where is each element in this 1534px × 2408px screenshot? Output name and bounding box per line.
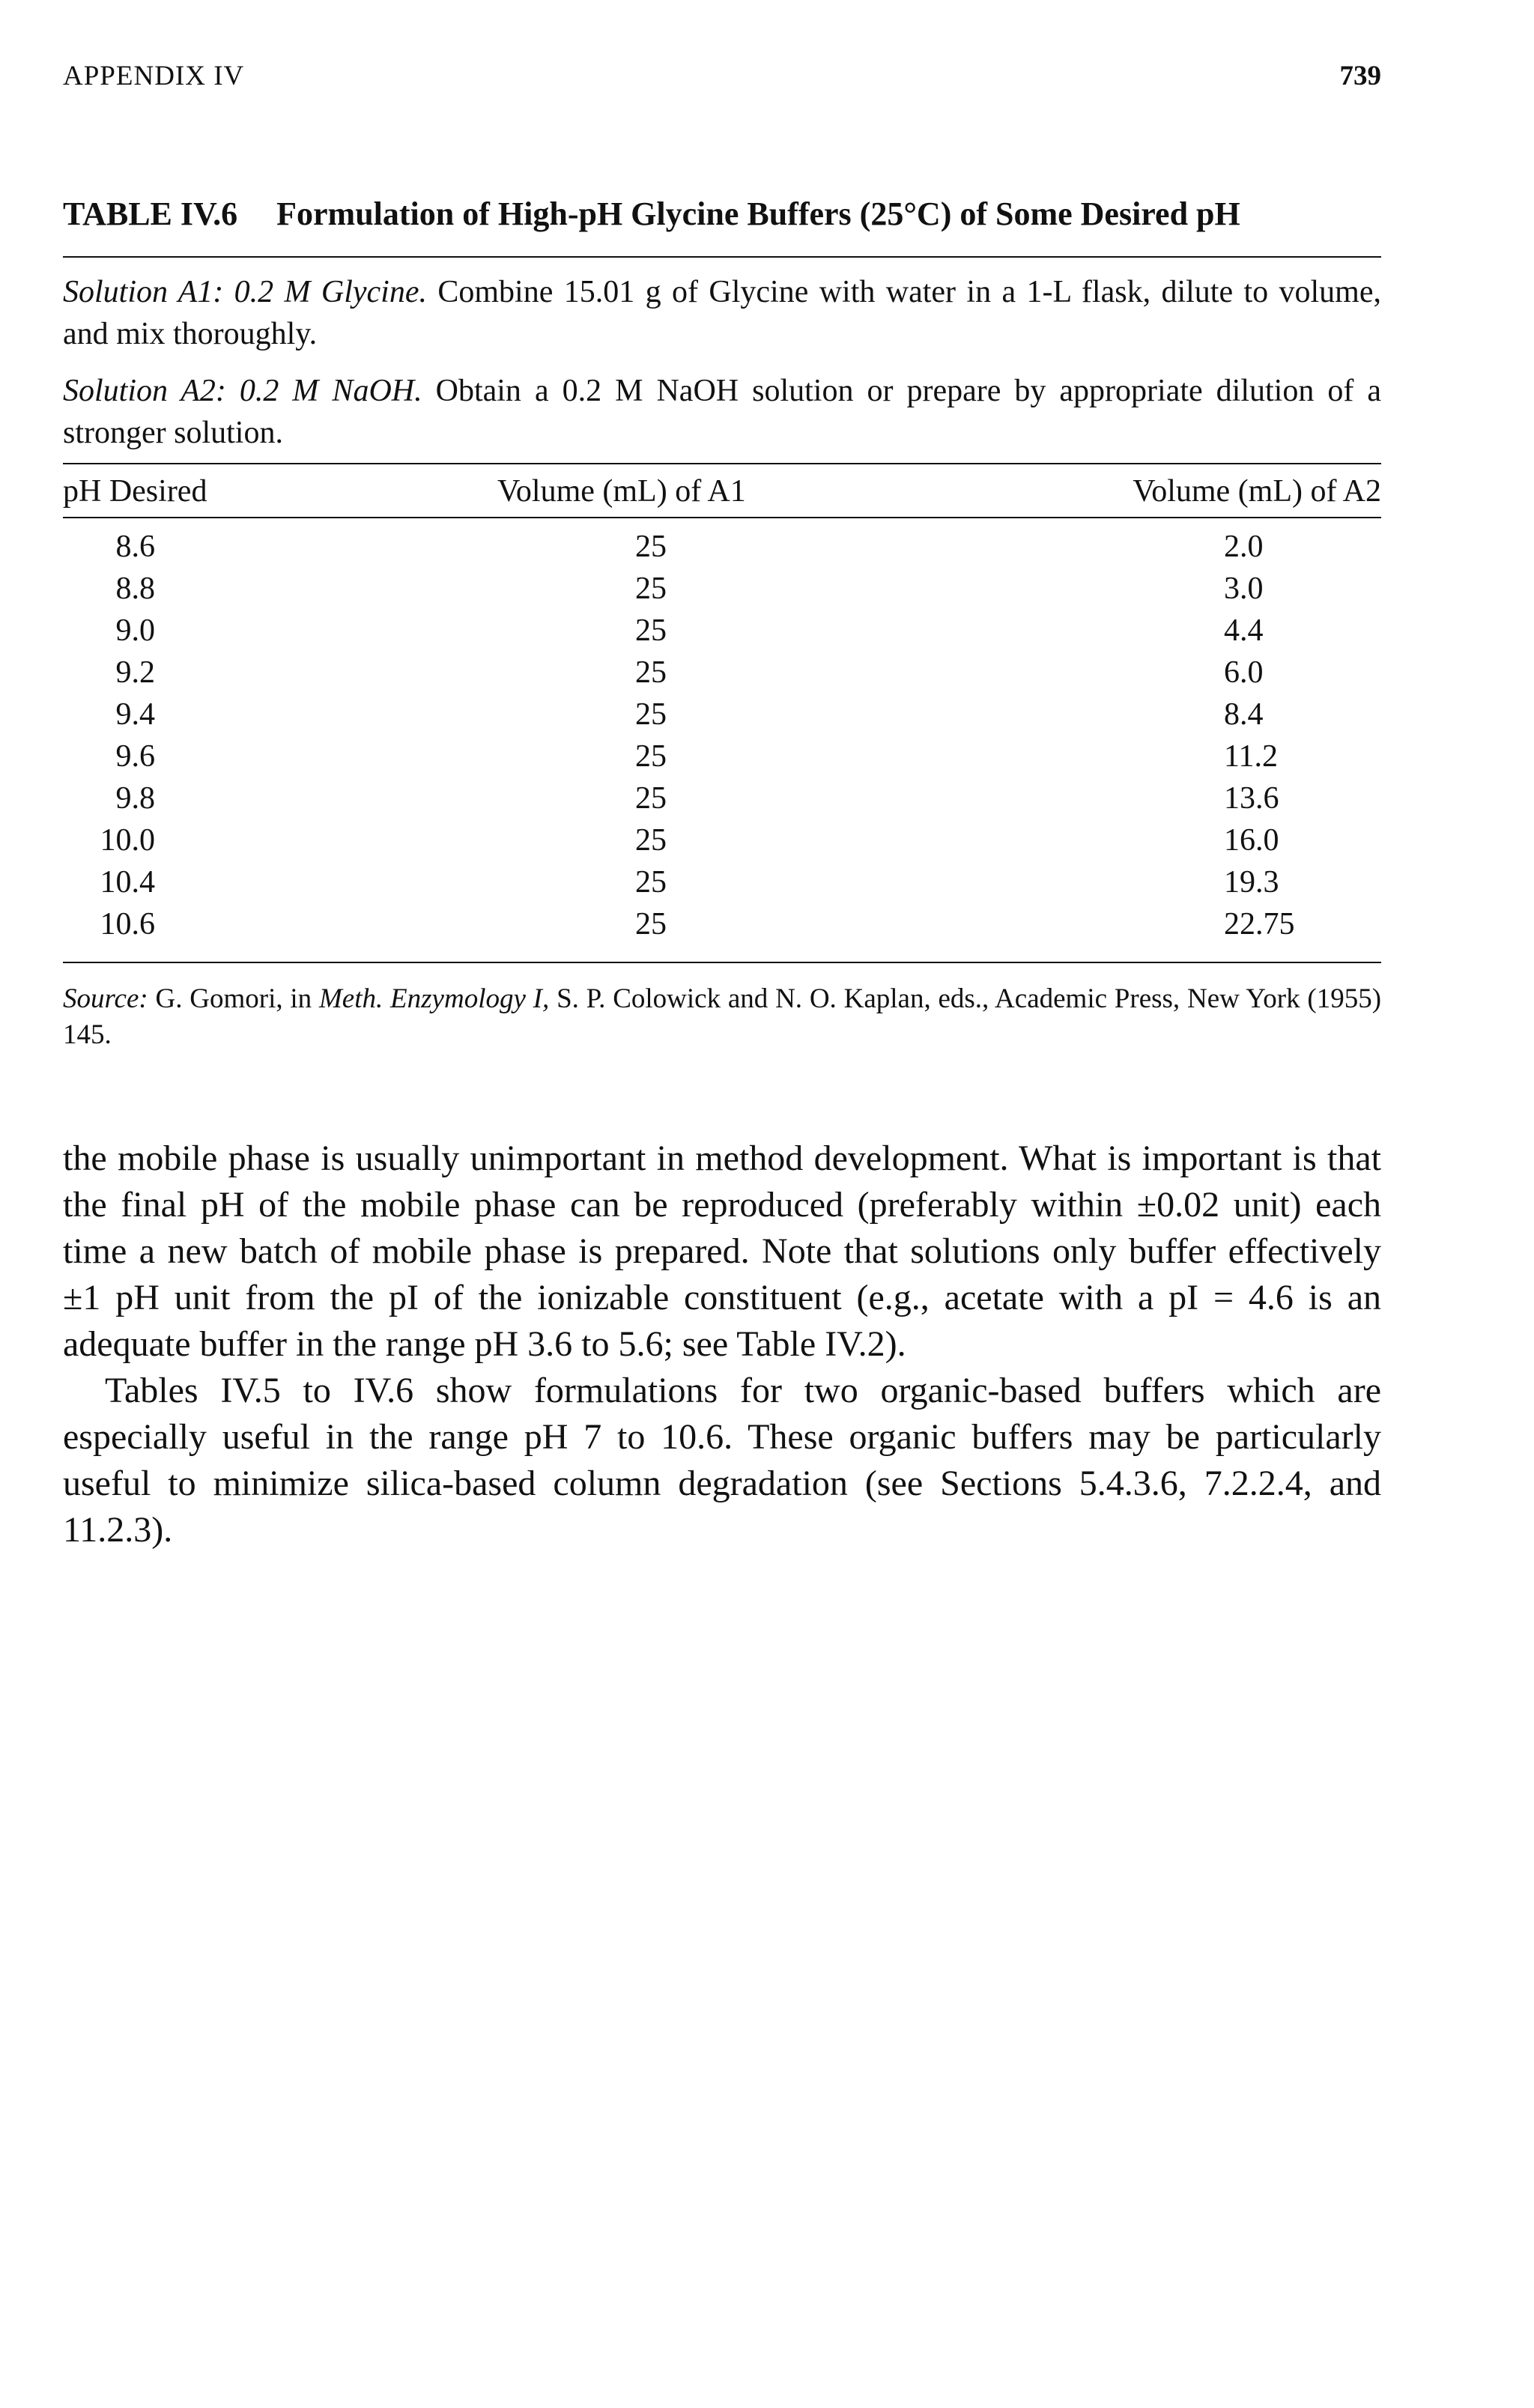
solution-a2 [63,370,1381,454]
table-row [63,739,1381,780]
table-row [63,780,1381,822]
cell-ph: 9.0 [115,613,155,648]
table-row [63,529,1381,571]
cell-a2: 16.0 [1224,823,1279,858]
solution-a1-name: Solution A1: 0.2 M Glycine. [63,275,427,309]
solution-a2-name: Solution A2: 0.2 M NaOH. [63,374,422,408]
cell-a1: 25 [635,697,667,732]
cell-ph: 9.6 [115,739,155,774]
cell-a2: 11.2 [1224,739,1278,774]
table-caption: Formulation of High-pH Glycine Buffers (25°C) of Some Desired pH [276,195,1240,232]
cell-ph: 10.0 [100,823,155,858]
cell-a2: 2.0 [1224,530,1264,564]
page [63,60,1381,1553]
cell-ph: 8.8 [115,571,155,606]
cell-a2: 3.0 [1224,571,1264,606]
body-paragraph-1: the mobile phase is usually unimportant in method development. What is important is that the final pH of the mobile phase can be reproduced (preferably within ±0.02 unit) each time a new batch of mobile phase is prepared. Note that solutions only buffer effectively ±1 pH unit from the pI of the ionizable constituent (e.g., acetate with a pI = 4.6 is an adequate buffer in the range pH 3.6 to 5.6; see Table IV.2). [63,1138,1381,1364]
column-header-ph: pH Desired [63,474,207,509]
cell-ph: 10.6 [100,907,155,941]
cell-ph: 8.6 [115,530,155,564]
table-label: TABLE IV.6 [63,195,238,232]
table-body [63,529,1381,948]
table-row [63,655,1381,697]
source-text-b: S. P. Colowick and N. O. Kaplan, eds., Academic Press, New York (1955) 145. [63,983,1382,1050]
cell-a2: 13.6 [1224,781,1279,816]
table-row [63,906,1381,948]
running-head-title: APPENDIX IV [63,61,245,91]
cell-a2: 19.3 [1224,865,1279,900]
cell-ph: 9.2 [115,655,155,690]
solution-a2-text: Obtain a 0.2 M NaOH solution or prepare by appropriate dilution of a stronger solution. [63,374,1381,450]
table-column-headers [63,464,1381,517]
cell-a1: 25 [635,571,667,606]
cell-a1: 25 [635,613,667,648]
cell-ph: 10.4 [100,865,155,900]
cell-a2: 6.0 [1224,655,1264,690]
table-row [63,613,1381,655]
table-row [63,864,1381,906]
table-row [63,822,1381,864]
solution-a1 [63,271,1381,355]
table-row [63,697,1381,739]
cell-a1: 25 [635,781,667,816]
source-text-a: G. Gomori, in [155,983,312,1014]
body-paragraph-2: Tables IV.5 to IV.6 show formulations for two organic-based buffers which are especially useful in the range pH 7 to 10.6. These organic buffers may be particularly useful to minimize silica-based column degradation (see Sections 5.4.3.6, 7.2.2.4, and 11.2.3). [63,1371,1381,1550]
cell-ph: 9.4 [115,697,155,732]
solution-a1-text: Combine 15.01 g of Glycine with water in a 1-L flask, dilute to volume, and mix thoroughly. [63,275,1381,351]
header-bottom-rule [63,517,1381,518]
cell-a2: 4.4 [1224,613,1264,648]
table-bottom-rule [63,962,1381,963]
cell-a1: 25 [635,823,667,858]
page-number: 739 [1339,61,1381,91]
cell-a2: 8.4 [1224,697,1264,732]
cell-a2: 22.75 [1224,907,1295,941]
column-header-a2: Volume (mL) of A2 [1133,474,1381,509]
cell-a1: 25 [635,907,667,941]
cell-a1: 25 [635,739,667,774]
cell-ph: 9.8 [115,781,155,816]
column-header-a1: Volume (mL) of A1 [497,474,746,509]
body-text [63,1135,1381,1553]
cell-a1: 25 [635,530,667,564]
cell-a1: 25 [635,865,667,900]
cell-a1: 25 [635,655,667,690]
source-label: Source: [63,983,148,1014]
table-title [63,193,1381,235]
running-head [63,60,1381,105]
source-journal: Meth. Enzymology I, [318,983,550,1014]
table-top-rule [63,256,1381,258]
table-source-note [63,981,1381,1053]
table-row [63,571,1381,613]
